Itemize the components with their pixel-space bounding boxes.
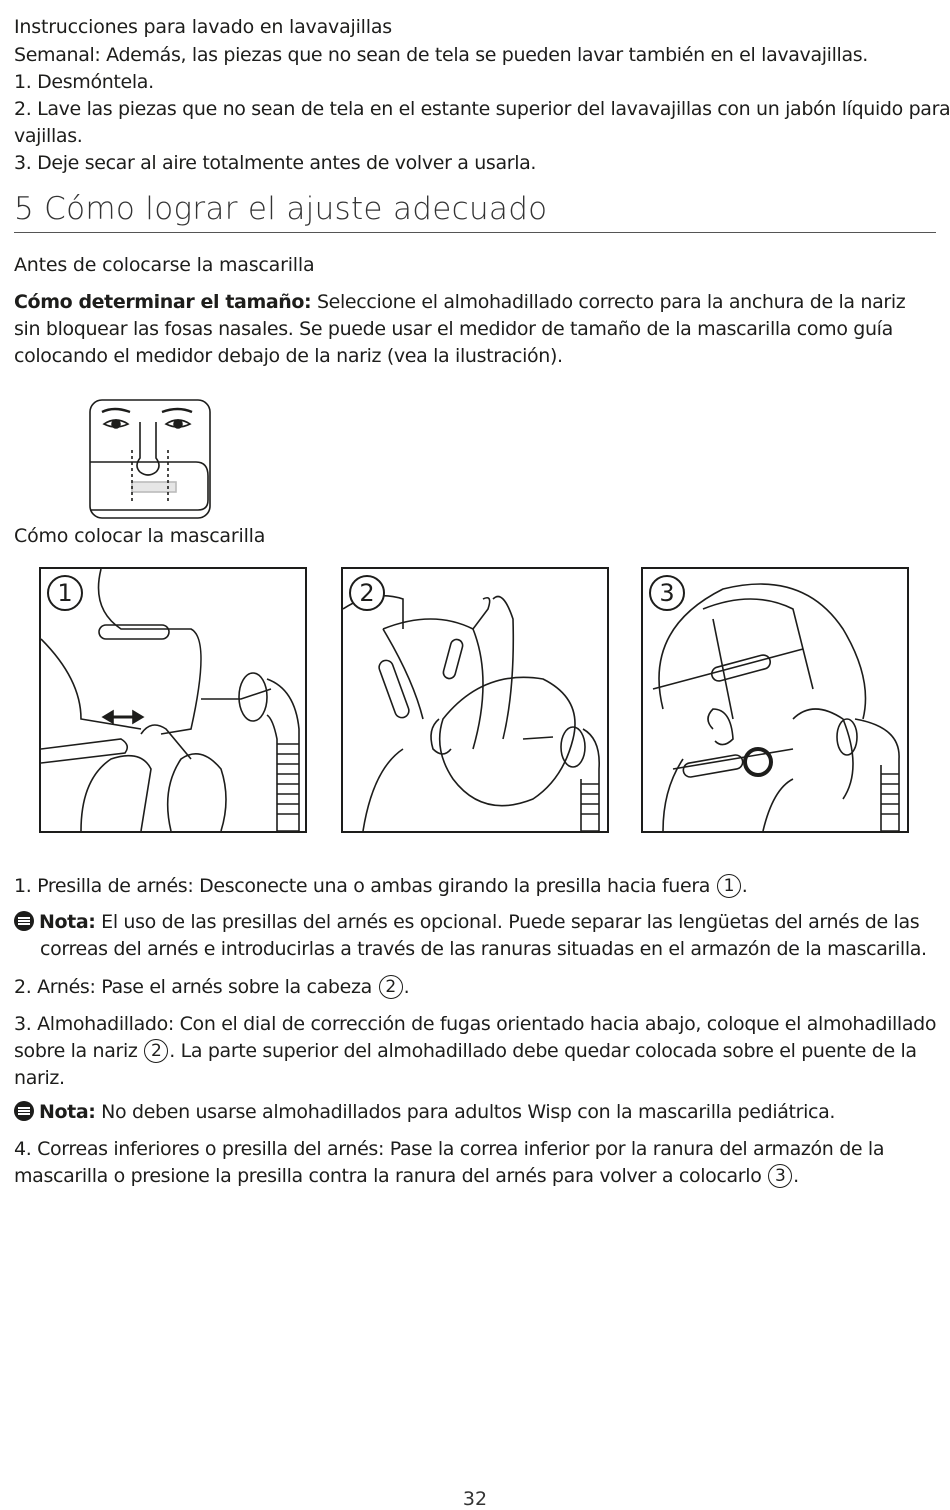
step-2-illustration <box>341 567 609 833</box>
sizing-label: Cómo determinar el tamaño: <box>14 291 312 313</box>
sizing-text-c: colocando el medidor debajo de la nariz (vea la ilustración). <box>14 345 563 367</box>
note-2 <box>14 1099 936 1126</box>
instruction-item-2 <box>14 974 936 1001</box>
note-icon <box>14 911 34 931</box>
instruction-4-text-a: 4. Correas inferiores o presilla del arnés: Pase la correa inferior por la ranura del armazón de la <box>14 1138 885 1160</box>
period: . <box>403 976 410 998</box>
note-1-label: Nota: <box>39 911 96 933</box>
step-1-illustration <box>39 567 307 833</box>
panel-ref-1: 1 <box>717 874 741 898</box>
sizing-text-b: sin bloquear las fosas nasales. Se puede usar el medidor de tamaño de la mascarilla como guía <box>14 318 893 340</box>
sizing-text-a: Seleccione el almohadillado correcto para la anchura de la nariz <box>311 291 906 313</box>
instruction-item-4 <box>14 1136 936 1190</box>
page-number: 32 <box>462 1488 488 1510</box>
dishwasher-step-2a: 2. Lave las piezas que no sean de tela en el estante superior del lavavajillas con un jabón líquido para <box>14 98 950 120</box>
dishwasher-intro: Semanal: Además, las piezas que no sean de tela se pueden lavar también en el lavavajillas. <box>14 44 868 66</box>
instruction-item-1 <box>14 873 936 900</box>
instruction-3-text-b2: . La parte superior del almohadillado debe quedar colocada sobre el puente de la <box>169 1040 917 1062</box>
dishwasher-step-1: 1. Desmóntela. <box>14 71 154 93</box>
sizing-gauge-illustration <box>88 398 212 522</box>
step-2-number: 2 <box>349 575 385 611</box>
dishwasher-step-2b: vajillas. <box>14 125 83 147</box>
dishwasher-body <box>14 42 950 177</box>
instruction-1-text: 1. Presilla de arnés: Desconecte una o ambas girando la presilla hacia fuera <box>14 875 716 897</box>
section-rule <box>14 232 936 233</box>
section-title: 5 Cómo lograr el ajuste adecuado <box>14 191 548 227</box>
dishwasher-step-3: 3. Deje secar al aire totalmente antes de volver a usarla. <box>14 152 537 174</box>
instruction-4-text-b: mascarilla o presione la presilla contra la ranura del arnés para volver a colocarlo <box>14 1165 768 1187</box>
note-1 <box>14 909 936 963</box>
note-icon <box>14 1101 34 1121</box>
placing-heading: Cómo colocar la mascarilla <box>14 525 266 547</box>
instruction-3-text-c: nariz. <box>14 1067 65 1089</box>
note-2-label: Nota: <box>39 1101 96 1123</box>
note-1-text-b: correas del arnés e introducirlas a través de las ranuras situadas en el armazón de la mascarilla. <box>40 938 927 960</box>
instruction-2-text: 2. Arnés: Pase el arnés sobre la cabeza <box>14 976 378 998</box>
dishwasher-heading: Instrucciones para lavado en lavavajillas <box>14 16 392 38</box>
instruction-3-text-a: 3. Almohadillado: Con el dial de corrección de fugas orientado hacia abajo, coloque el almohadillado <box>14 1013 937 1035</box>
step-1-number: 1 <box>47 575 83 611</box>
sizing-paragraph <box>14 289 936 370</box>
period: . <box>793 1165 799 1187</box>
note-1-text-a: El uso de las presillas del arnés es opcional. Puede separar las lengüetas del arnés de las <box>95 911 920 933</box>
instruction-item-3 <box>14 1011 936 1092</box>
instruction-3-text-b1: sobre la nariz <box>14 1040 144 1062</box>
panel-ref-3: 3 <box>768 1164 792 1188</box>
panel-ref-2b: 2 <box>144 1039 168 1063</box>
step-3-illustration <box>641 567 909 833</box>
before-heading: Antes de colocarse la mascarilla <box>14 254 315 276</box>
period: . <box>741 875 748 897</box>
step-3-number: 3 <box>649 575 685 611</box>
note-2-text: No deben usarse almohadillados para adultos Wisp con la mascarilla pediátrica. <box>95 1101 836 1123</box>
panel-ref-2: 2 <box>379 975 403 999</box>
